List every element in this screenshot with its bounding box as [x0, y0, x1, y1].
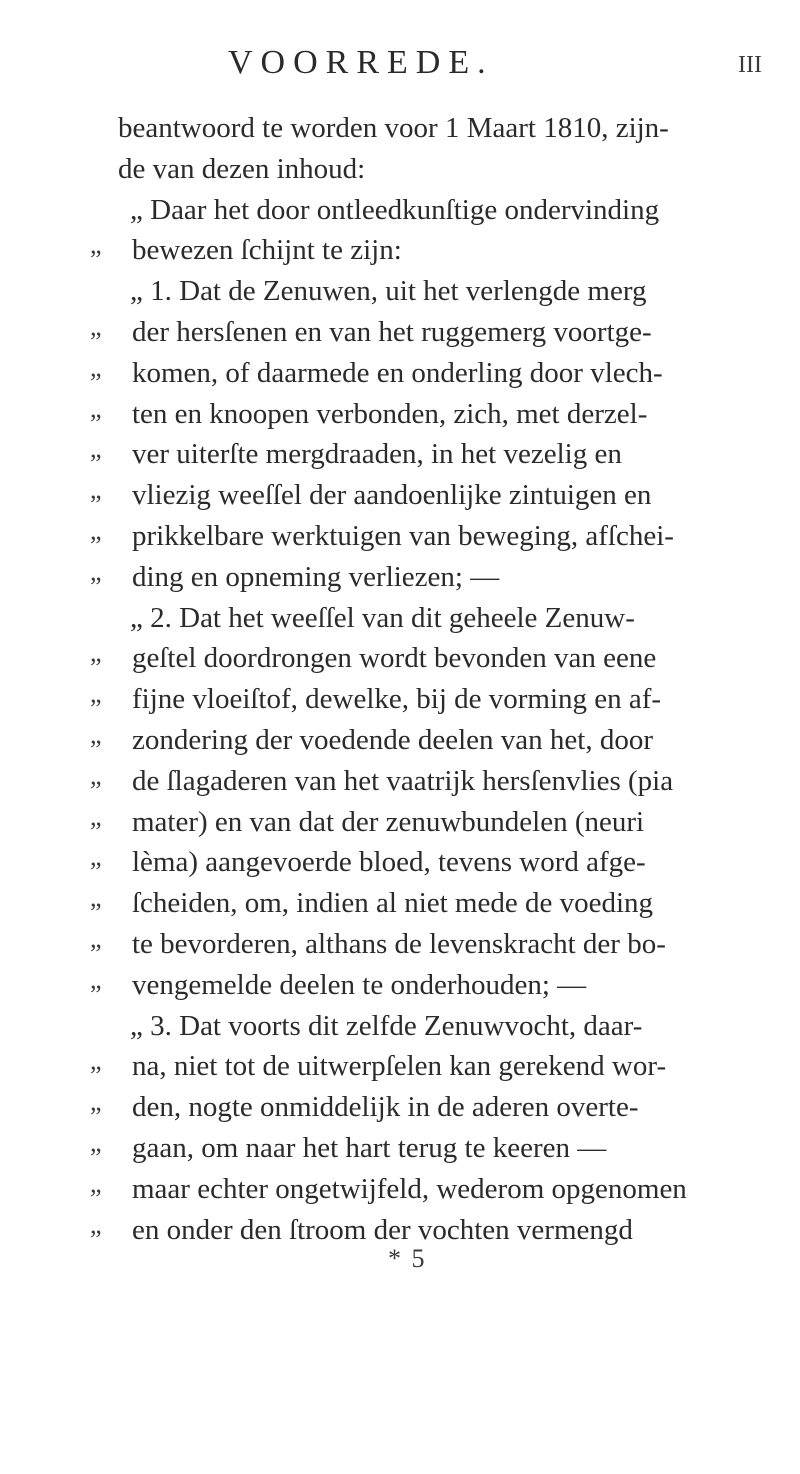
- text-line: ten en knoopen verbonden, zich, met derzel-: [132, 397, 648, 430]
- header-title: VOORREDE.: [228, 44, 494, 81]
- text-line: en onder den ſtroom der vochten vermengd: [132, 1213, 633, 1246]
- text-line: vengemelde deelen te onderhouden; —: [132, 968, 587, 1001]
- text-line: den, nogte onmiddelijk in de aderen overte-: [132, 1091, 639, 1124]
- quote-mark: „: [90, 1087, 102, 1117]
- text-line: zondering der voedende deelen van het, door: [132, 724, 653, 756]
- text-line: ver uiterſte mergdraaden, in het vezelig en: [132, 438, 622, 471]
- text-line: lèma) aangevoerde bloed, tevens word afge-: [132, 846, 646, 879]
- text-line: ſcheiden, om, indien al niet mede de voeding: [132, 887, 654, 920]
- text-line: ding en opneming verliezen; —: [132, 560, 500, 593]
- text-line: geſtel doordrongen wordt bevonden van eene: [132, 642, 657, 675]
- text-line: de van dezen inhoud:: [118, 152, 366, 185]
- quote-mark: „: [90, 352, 102, 382]
- text-line: mater) en van dat der zenuwbundelen (neuri: [132, 805, 645, 838]
- quote-mark: „: [90, 556, 102, 586]
- quote-mark: „: [90, 434, 102, 464]
- quote-mark: „: [90, 516, 102, 545]
- quote-mark: „: [90, 638, 102, 668]
- quote-mark: „: [90, 1128, 102, 1157]
- text-line: na, niet tot de uitwerpſelen kan gerekend wor-: [132, 1050, 667, 1083]
- text-line: „ 1. Dat de Zenuwen, uit het verlengde merg: [130, 275, 647, 308]
- quote-mark: „: [90, 679, 102, 709]
- text-line: prikkelbare werktuigen van beweging, afſchei-: [132, 520, 674, 552]
- text-line: de ſlagaderen van het vaatrijk hersſenvlies (pia: [132, 764, 674, 797]
- quote-mark: „: [90, 801, 102, 831]
- running-header: [0, 44, 800, 100]
- quote-mark: „: [90, 964, 102, 994]
- quote-mark: „: [90, 1168, 102, 1198]
- text-line: „ 2. Dat het weeſſel van dit geheele Zenuw-: [130, 601, 635, 634]
- printer-signature: * 5: [388, 1244, 427, 1273]
- text-line: „ Daar het door ontleedkunſtige ondervinding: [130, 193, 660, 226]
- quote-mark: „: [90, 720, 102, 749]
- text-line: gaan, om naar het hart terug te keeren —: [132, 1132, 607, 1164]
- quote-mark: „: [90, 1209, 102, 1239]
- quote-mark: „: [90, 924, 102, 953]
- quote-mark: „: [90, 393, 102, 423]
- text-line: te bevorderen, althans de levenskracht der bo-: [132, 928, 666, 960]
- quote-mark: „: [90, 883, 102, 913]
- text-line: komen, of daarmede en onderling door vlech-: [132, 356, 663, 389]
- page-number: III: [738, 52, 762, 78]
- text-line: „ 3. Dat voorts dit zelfde Zenuwvocht, daar-: [130, 1009, 643, 1042]
- quote-mark: „: [90, 312, 102, 341]
- quote-mark: „: [90, 475, 102, 505]
- quote-mark: „: [90, 760, 102, 790]
- text-line: vliezig weeſſel der aandoenlijke zintuigen en: [132, 479, 652, 512]
- text-line: fijne vloeiſtof, dewelke, bij de vorming en af-: [132, 683, 662, 716]
- quote-mark: „: [90, 1046, 102, 1076]
- quote-mark: „: [90, 230, 102, 260]
- quote-mark: „: [90, 842, 102, 872]
- text-line: maar echter ongetwijfeld, wederom opgenomen: [132, 1172, 687, 1205]
- text-line: beantwoord te worden voor 1 Maart 1810, zijn-: [118, 112, 669, 144]
- text-line: der hersſenen en van het ruggemerg voortge-: [132, 316, 652, 348]
- text-line: bewezen ſchijnt te zijn:: [132, 234, 402, 267]
